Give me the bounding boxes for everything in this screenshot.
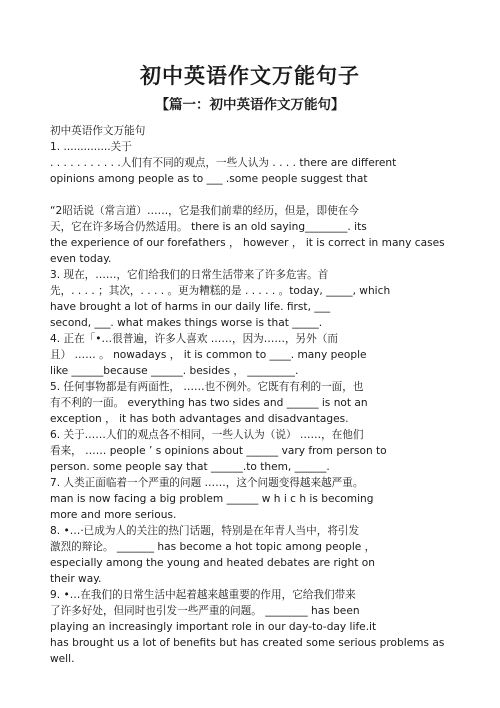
body-line: “2昭话说（常言道）……，它是我们前辈的经历，但是，即使在今 [50,205,359,217]
body-line: opinions among people as to ___ .some people suggest that [50,173,368,185]
body-line: 先，. . . . ；其次，. . . . 。更为糟糕的是 . . . . . 。today, _____, which [50,285,391,297]
body-line: 有不利的一面。 everything has two sides and ______ is not an [50,397,368,409]
body-line: . . . . . . . . . . .人们有不同的观点，一些人认为 . . . . there are different [50,157,397,169]
document-body [50,123,450,667]
body-line: especially among the young and heated debates are right on [50,557,375,569]
body-line: 6. 关于……人们的观点各不相同，一些人认为（说） ……，在他们 [50,429,364,441]
body-line: like ______because ______. besides ， _________. [50,365,299,377]
body-line: 4. 正在「•…很普遍，许多人喜欢 ……，因为……，另外（而 [50,333,338,345]
body-line: more and more serious. [50,509,177,521]
body-line: playing an increasingly important role in our day-to-day life.it [50,621,377,633]
body-line: man is now facing a big problem ______ w h i c h is becoming [50,493,374,505]
body-line: 看来， …… people ’ s opinions about ______ vary from person to [50,445,387,457]
body-line: exception ， it has both advantages and disadvantages. [50,413,349,425]
body-line: 9. •…在我们的日常生活中起着越来越重要的作用，它给我们带来 [50,589,356,601]
body-line: 激烈的辩论。 _______ has become a hot topic among people ， [50,541,376,553]
document-subtitle: 【篇一：初中英语作文万能句】 [155,97,345,113]
body-line: has brought us a lot of benefits but has created some serious problems as [50,637,445,649]
body-line: 5. 任何事物都是有两面性， ……也不例外。它既有有利的一面，也 [50,381,364,393]
body-line: 3. 现在，……，它们给我们的日常生活带来了许多危害。首 [50,269,329,281]
document-title: 初中英语作文万能句子 [140,63,360,88]
body-line: second, ___. what makes things worse is that _____. [50,317,323,329]
body-line: 且） …… 。 nowadays ， it is common to ____. many people [50,349,367,361]
body-line: even today. [50,253,112,265]
body-line: well. [50,653,75,665]
body-line: 了许多好处，但同时也引发一些严重的问题。 ________ has been [50,605,360,617]
body-line: 1. ..............关于 [50,141,132,153]
body-line: 初中英语作文万能句 [50,125,146,137]
body-line: their way. [50,573,102,585]
body-line: person. some people say that ______.to them, ______. [50,461,330,473]
body-line: have brought a lot of harms in our daily life. first, ___ [50,301,331,313]
body-line: 7. 人类正面临着一个严重的问题 ……，这个问题变得越来越严重。 [50,477,364,489]
body-line: 天，它在许多场合仍然适用。 there is an old saying________. its [50,221,367,233]
body-line [50,187,450,203]
body-line: the experience of our forefathers ， however ， it is correct in many cases [50,237,445,249]
body-line: 8. •…·已成为人的关注的热门话题，特别是在年青人当中，将引发 [50,525,360,537]
